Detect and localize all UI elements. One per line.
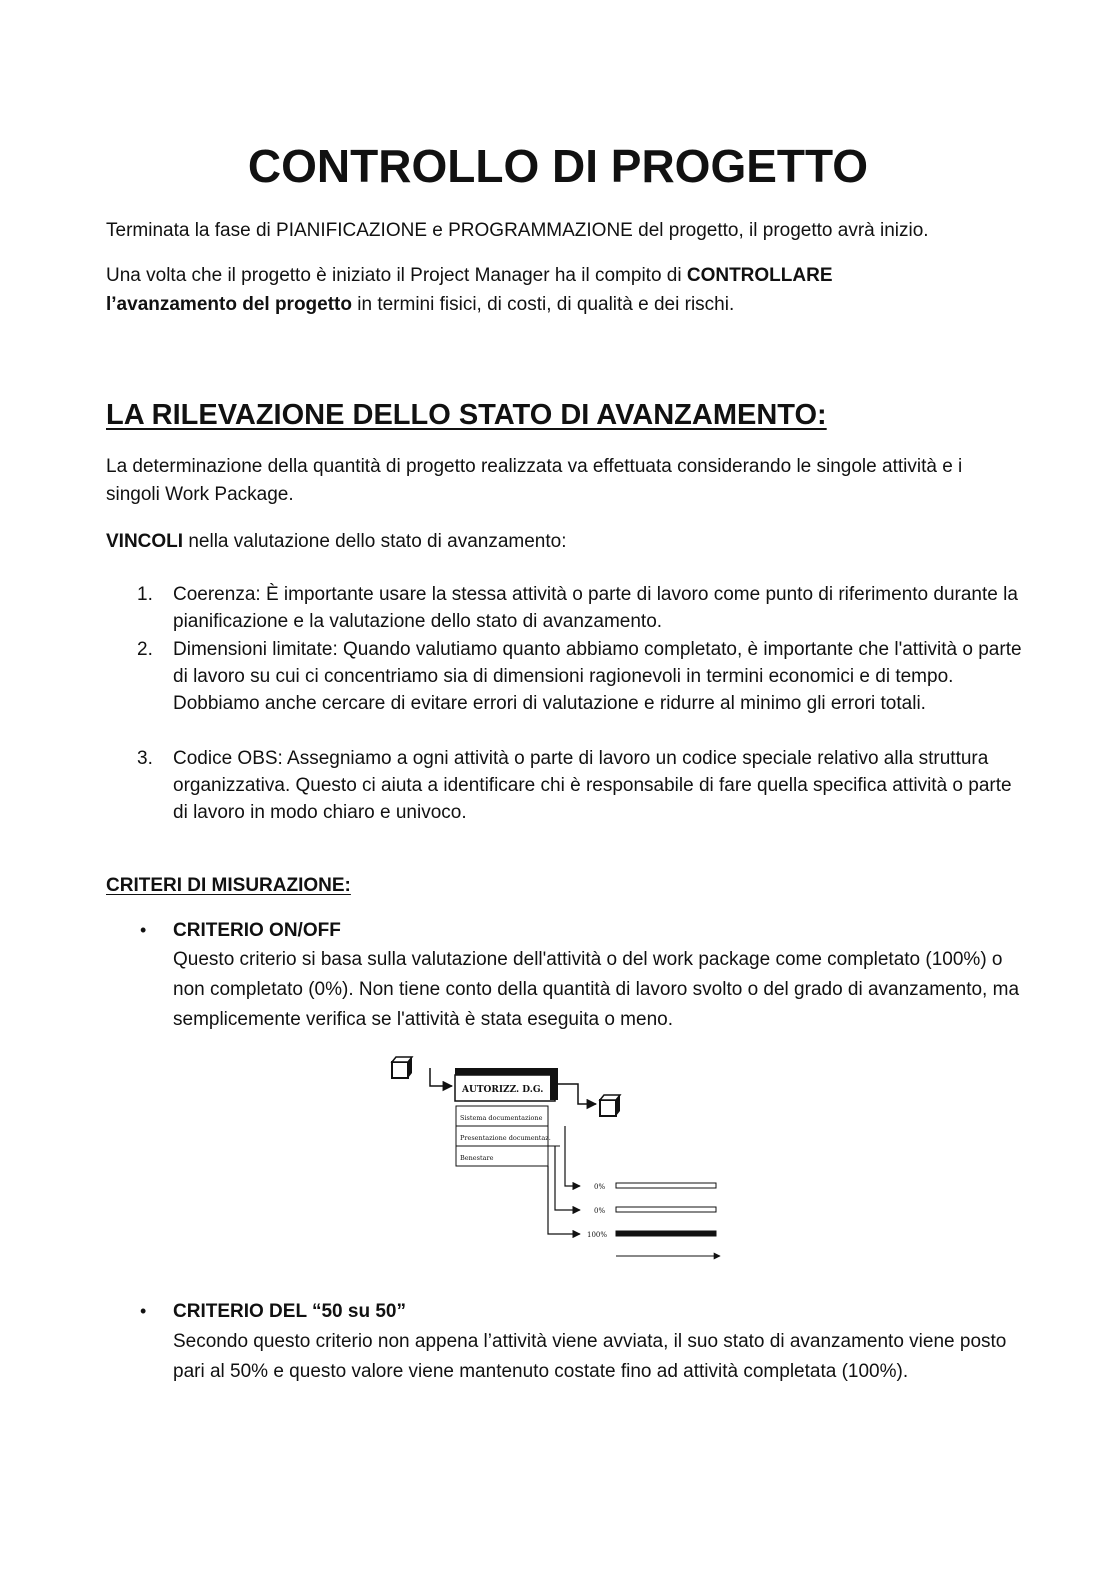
bar-label: 0% xyxy=(594,1183,606,1191)
list-item: Coerenza: È importante usare la stessa attività o parte di lavoro come punto di riferimento durante la pianificazione e la valutazione dello stato di avanzamento. xyxy=(173,584,1018,632)
intro-bold-text-2: l’avanzamento del progetto xyxy=(106,294,352,315)
on-off-diagram xyxy=(380,1048,730,1268)
diagram-header-box xyxy=(455,1068,558,1101)
criteri-heading: CRITERI DI MISURAZIONE: xyxy=(106,875,351,896)
criterio-text: Secondo questo criterio non appena l’attività viene avviata, il suo stato di avanzamento viene posto pari al 50% e questo valore viene mantenuto costate fino ad attività completata (100%). xyxy=(173,1331,1007,1382)
list-item: Codice OBS: Assegniamo a ogni attività o parte di lavoro un codice speciale relativo alla struttura organizzativa. Questo ci aiuta a identificare chi è responsabile di fare quella specifica attività o parte di lavoro in modo chiaro e univoco. xyxy=(173,748,1012,823)
list-item: Dimensioni limitate: Quando valutiamo quanto abbiamo completato, è importante che l'attività o parte di lavoro su cui ci concentriamo sia di dimensioni ragionevoli in termini economici e di tempo. Dobbiamo anche cercare di evitare errori di valutazione e ridurre al minimo gli errori totali. xyxy=(173,639,1022,714)
diagram-row-label: Sistema documentazione xyxy=(460,1114,543,1122)
page-title: CONTROLLO DI PROGETTO xyxy=(247,140,869,192)
criterio-title: CRITERIO DEL “50 su 50” xyxy=(173,1301,406,1322)
connector-arrow xyxy=(555,1084,596,1104)
intro-text: Una volta che il progetto è iniziato il Project Manager ha il compito di xyxy=(106,265,687,286)
list-number: 2. xyxy=(137,639,153,660)
criterio-text: Questo criterio si basa sulla valutazione dell'attività o del work package come completato (100%) o non completato (0%). Non tiene conto della quantità di lavoro svolto o del grado di avanzamento, ma semplicemente verifica se l'attività è stata eseguita o meno. xyxy=(173,949,1020,1030)
cube-icon xyxy=(392,1057,412,1078)
intro-paragraph-2-line-1 xyxy=(106,261,833,290)
bullet-icon: • xyxy=(140,1301,147,1321)
vincoli-rest: nella valutazione dello stato di avanzamento: xyxy=(183,531,567,552)
progress-bars xyxy=(616,1183,716,1236)
progress-bar-track xyxy=(616,1207,716,1212)
connector-arrow xyxy=(555,1146,580,1210)
list-number: 3. xyxy=(137,748,153,769)
bar-label: 100% xyxy=(587,1231,608,1239)
diagram-header-label: AUTORIZZ. D.G. xyxy=(462,1085,544,1095)
list-number: 1. xyxy=(137,584,153,605)
diagram-rows xyxy=(456,1106,560,1166)
connector-arrow xyxy=(548,1166,580,1234)
progress-bar-track xyxy=(616,1183,716,1188)
section-heading: LA RILEVAZIONE DELLO STATO DI AVANZAMENTO: xyxy=(106,399,827,431)
progress-bar-fill xyxy=(616,1231,716,1236)
diagram-row-label: Benestare xyxy=(460,1154,494,1162)
diagram-row-label: Presentazione documentaz. xyxy=(460,1134,551,1142)
criterio-title: CRITERIO ON/OFF xyxy=(173,920,341,941)
intro-text-end: in termini fisici, di costi, di qualità e dei rischi. xyxy=(351,294,735,315)
intro-paragraph-2-line-2 xyxy=(106,290,734,319)
cube-icon xyxy=(600,1095,620,1116)
vincoli-line xyxy=(106,527,566,556)
bar-label: 0% xyxy=(594,1207,606,1215)
intro-paragraph-1: Terminata la fase di PIANIFICAZIONE e PROGRAMMAZIONE del progetto, il progetto avrà inizio. xyxy=(106,220,929,241)
section-paragraph: La determinazione della quantità di progetto realizzata va effettuata considerando le singole attività e i singoli Work Package. xyxy=(106,456,963,505)
bullet-icon: • xyxy=(140,920,147,940)
intro-bold-text: CONTROLLARE xyxy=(686,265,833,286)
vincoli-bold: VINCOLI xyxy=(106,531,184,552)
connector-arrow xyxy=(430,1068,452,1086)
connector-arrow xyxy=(565,1126,580,1186)
